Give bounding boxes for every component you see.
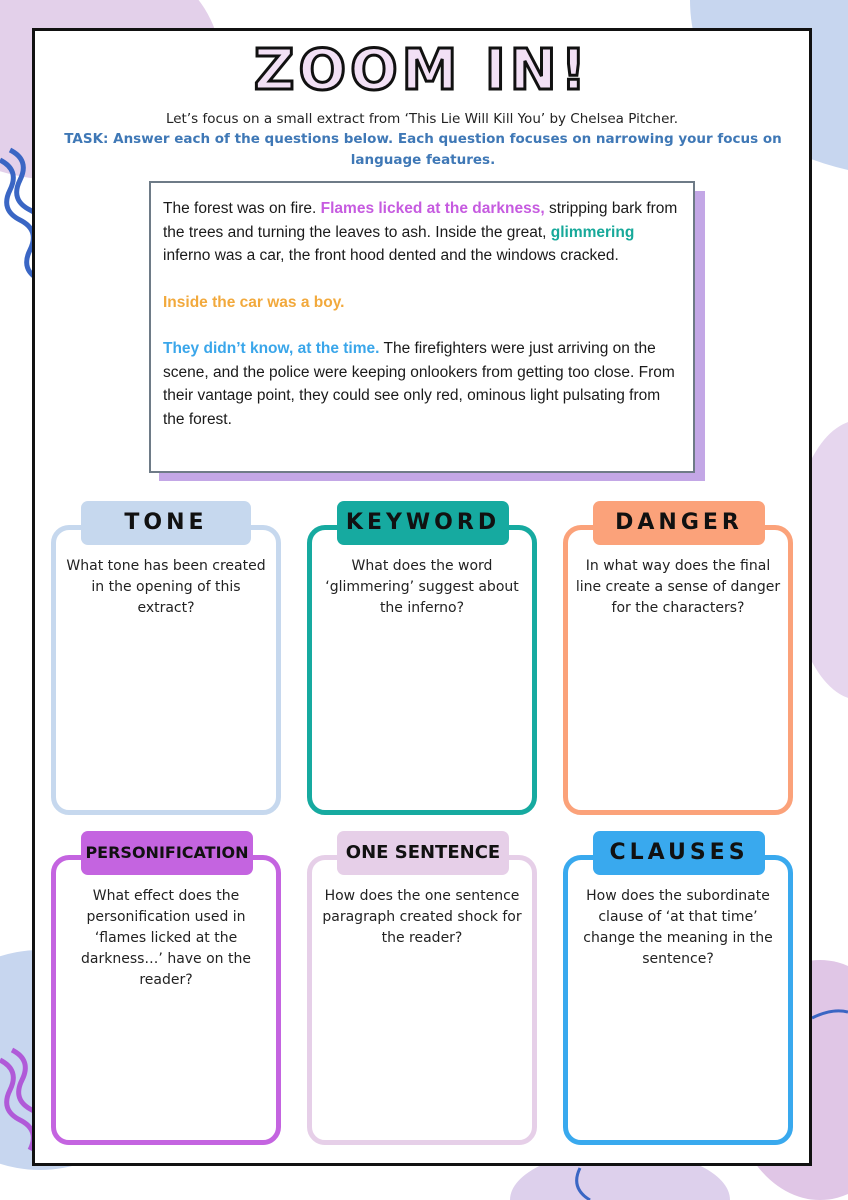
highlight-glimmering: glimmering xyxy=(550,223,635,241)
card-danger[interactable] xyxy=(563,525,793,815)
tab-one-sentence: ONE SENTENCE xyxy=(337,831,509,875)
question-tone: What tone has been created in the opening of this extract? xyxy=(66,558,266,616)
question-one-sentence: How does the one sentence paragraph created shock for the reader? xyxy=(322,888,522,946)
extract-paragraph-3: They didn’t know, at the time. The firefighters were just arriving on the scene, and the police were keeping onlookers from getting too close. From their vantage point, they could see only red, ominous light pulsating from the forest. xyxy=(163,340,675,428)
worksheet-frame xyxy=(32,28,812,1166)
task-text: TASK: Answer each of the questions below. Each question focuses on narrowing your focus on language features. xyxy=(64,131,782,168)
tab-personification: PERSONIFICATION xyxy=(81,831,253,875)
tab-danger: DANGER xyxy=(593,501,765,545)
tab-keyword: KEYWORD xyxy=(337,501,509,545)
card-personification[interactable] xyxy=(51,855,281,1145)
question-personification: What effect does the personification used in ‘flames licked at the darkness…’ have on the reader? xyxy=(81,888,251,988)
question-danger: In what way does the final line create a sense of danger for the characters? xyxy=(575,558,781,616)
card-one-sentence[interactable] xyxy=(307,855,537,1145)
extract-paragraph-2 xyxy=(163,291,681,315)
highlight-boy: Inside the car was a boy. xyxy=(163,293,345,311)
highlight-flames: Flames licked at the darkness, xyxy=(320,200,545,217)
tab-clauses: CLAUSES xyxy=(593,831,765,875)
card-clauses[interactable] xyxy=(563,855,793,1145)
tab-tone: TONE xyxy=(81,501,251,545)
question-clauses: How does the subordinate clause of ‘at that time’ change the meaning in the sentence? xyxy=(583,888,773,967)
page-title: ZOOM IN! xyxy=(253,38,591,103)
question-keyword: What does the word ‘glimmering’ suggest about the inferno? xyxy=(325,558,519,616)
extract-box xyxy=(149,181,695,473)
intro-text: Let’s focus on a small extract from ‘This Lie Will Kill You’ by Chelsea Pitcher. xyxy=(165,111,679,127)
highlight-didnt-know: They didn’t know, at the time. xyxy=(163,340,380,357)
extract-paragraph-1: The forest was on fire. Flames licked at the darkness, stripping bark from the trees and turning the leaves to ash. Inside the great, glimmering inferno was a car, the front hood dented and the windows cracked. xyxy=(163,200,678,264)
card-tone[interactable] xyxy=(51,525,281,815)
card-keyword[interactable] xyxy=(307,525,537,815)
